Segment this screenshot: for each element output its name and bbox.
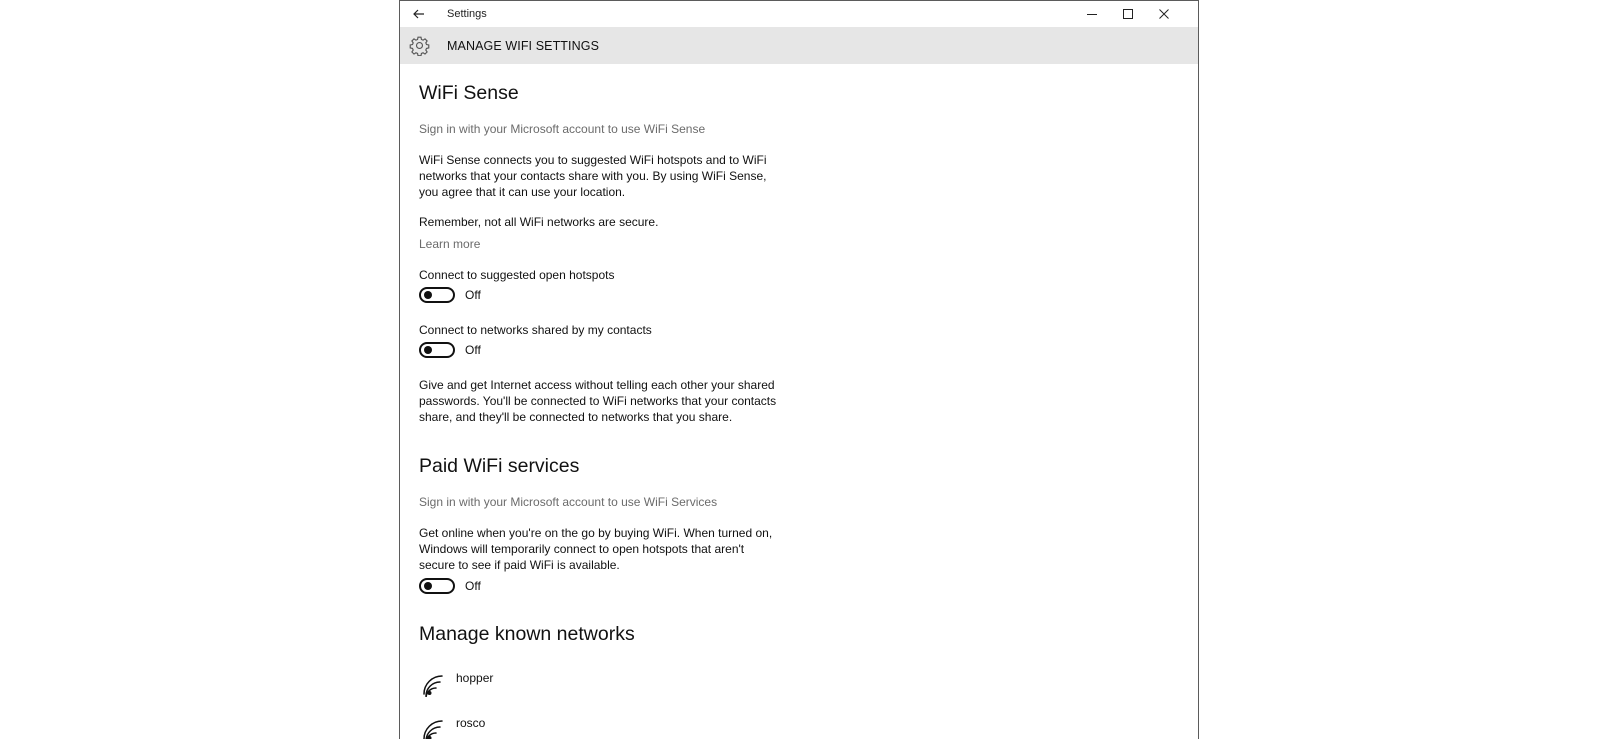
list-item[interactable] xyxy=(421,718,721,739)
security-reminder: Remember, not all WiFi networks are secure. xyxy=(419,215,659,229)
sharing-description: Give and get Internet access without telling each other your shared passwords. You'll be connected to WiFi networks that your contacts share, and they'll be connected to networks that you share. xyxy=(419,378,777,424)
wifi-signal-icon xyxy=(421,673,445,697)
minimize-icon xyxy=(1087,9,1097,19)
contacts-networks-state: Off xyxy=(465,343,481,357)
wifi-signal-icon xyxy=(421,718,445,739)
title-bar xyxy=(400,1,1198,27)
wifi-sense-heading: WiFi Sense xyxy=(419,82,519,104)
window-title: Settings xyxy=(447,8,487,20)
learn-more-link[interactable]: Learn more xyxy=(419,237,481,251)
paid-wifi-state: Off xyxy=(465,579,481,593)
known-networks-heading: Manage known networks xyxy=(419,623,635,645)
toggle-knob xyxy=(424,291,432,299)
paid-wifi-signin-link[interactable]: Sign in with your Microsoft account to use WiFi Services xyxy=(419,495,718,509)
minimize-button[interactable] xyxy=(1074,1,1110,27)
maximize-button[interactable] xyxy=(1110,1,1146,27)
toggle-knob xyxy=(424,346,432,354)
wifi-sense-signin-link[interactable]: Sign in with your Microsoft account to use WiFi Sense xyxy=(419,122,706,136)
back-arrow-icon xyxy=(413,9,425,19)
contacts-networks-label: Connect to networks shared by my contacts xyxy=(419,323,652,337)
paid-wifi-toggle-row xyxy=(419,578,481,594)
network-name: hopper xyxy=(456,671,494,685)
paid-wifi-heading: Paid WiFi services xyxy=(419,455,580,477)
page-header xyxy=(400,27,1198,64)
settings-window xyxy=(399,0,1199,739)
gear-icon xyxy=(409,35,430,56)
close-icon xyxy=(1159,9,1169,19)
paid-wifi-toggle[interactable] xyxy=(419,578,455,594)
paid-wifi-description: Get online when you're on the go by buying WiFi. When turned on, Windows will temporarily connect to open hotspots that aren't secure to see if paid WiFi is available. xyxy=(419,526,773,572)
open-hotspots-state: Off xyxy=(465,288,481,302)
open-hotspots-toggle[interactable] xyxy=(419,287,455,303)
open-hotspots-label: Connect to suggested open hotspots xyxy=(419,268,615,282)
close-button[interactable] xyxy=(1146,1,1182,27)
maximize-icon xyxy=(1123,9,1133,19)
page-title: MANAGE WIFI SETTINGS xyxy=(447,39,600,53)
open-hotspots-toggle-row xyxy=(419,287,481,303)
toggle-knob xyxy=(424,582,432,590)
contacts-networks-toggle-row xyxy=(419,342,481,358)
network-name: rosco xyxy=(456,716,486,730)
contacts-networks-toggle[interactable] xyxy=(419,342,455,358)
back-button[interactable] xyxy=(404,1,434,27)
wifi-sense-description: WiFi Sense connects you to suggested WiFi hotspots and to WiFi networks that your contacts share with you. By using WiFi Sense, you agree that it can use your location. xyxy=(419,153,767,199)
list-item[interactable] xyxy=(421,673,721,713)
